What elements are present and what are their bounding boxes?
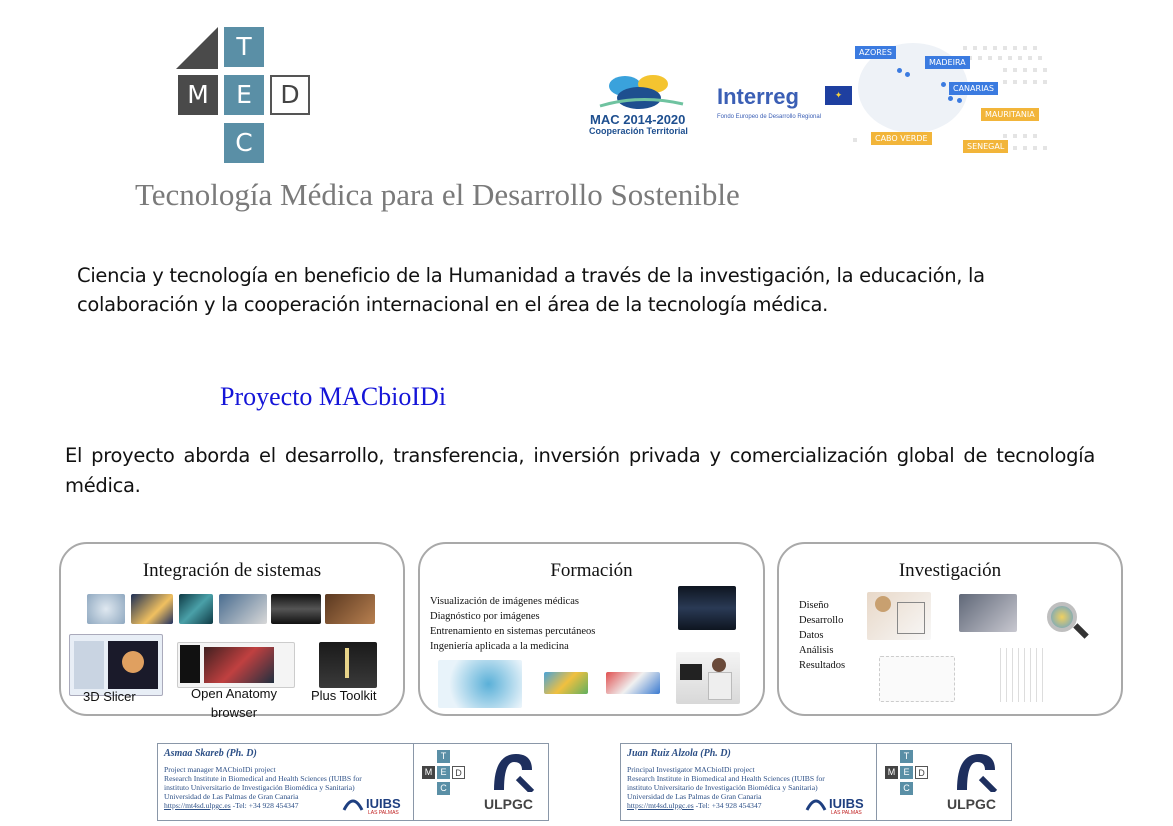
logo-triangle-shape [176,27,218,69]
training-item: Diagnóstico por imágenes [430,611,540,622]
panel-integration [59,542,405,720]
mt4sd-logo [176,27,312,167]
research-list [799,598,845,673]
flowchart-diagram [879,656,955,702]
system-thumbnail [271,594,321,624]
tool-label-3d-slicer: 3D Slicer [83,689,136,704]
tablets-icon [606,672,660,694]
training-item: Ingeniería aplicada a la medicina [430,641,569,652]
region-label-madeira: MADEIRA [925,56,970,69]
ulpgc-logo [943,750,1007,816]
card-mt4sd-logo [883,750,931,812]
system-thumbnail [131,594,173,624]
iuibs-label: IUIBS [829,796,864,811]
contact-institute: Research Institute in Biomedical and Health Sciences (IUIBS for [164,774,362,783]
iuibs-wave-icon [342,796,364,812]
partner-banner [585,38,1060,170]
madeira-dot [941,82,946,87]
researcher-photo [867,592,931,640]
logo-letter-t: T [224,27,264,67]
contact-tel: -Tel: +34 928 454347 [693,801,762,810]
contact-role: Principal Investigator MACbioIDi project [627,765,755,774]
data-table-image [995,648,1047,702]
ulpgc-logo [480,750,544,816]
research-item: Datos [799,630,824,641]
contact-link[interactable]: https://mt4sd.ulpgc.es [164,801,231,810]
tool-label-plus-toolkit: Plus Toolkit [311,688,377,703]
iuibs-label: IUIBS [366,796,401,811]
card-logo-letter: D [915,766,928,779]
ulpgc-label: ULPGC [484,796,533,812]
iuibs-wave-icon [805,796,827,812]
mission-statement: Ciencia y tecnología en beneficio de la Humanidad a través de la investigación, la educación, la colaboración y la cooperación internacional en el área de la tecnología médica. [77,264,985,316]
card-mt4sd-logo [420,750,468,812]
canarias-dot [957,98,962,103]
panel-research [777,542,1123,716]
iuibs-sublabel: LAS PALMAS [368,810,399,816]
contact-card-skareb [157,743,549,821]
system-thumbnail [325,594,375,624]
contact-tel: -Tel: +34 928 454347 [230,801,299,810]
3d-slicer-screenshot [69,634,163,696]
region-label-canarias: CANARIAS [949,82,998,95]
region-label-azores: AZORES [855,46,896,59]
contact-card-ruiz [620,743,1012,821]
logo-letter-e: E [224,75,264,115]
card-logo-letter: E [900,766,913,779]
medical-tech-illustration [438,660,522,708]
research-item: Análisis [799,645,834,656]
iuibs-sublabel: LAS PALMAS [831,810,862,816]
eu-flag-icon: ✦ [825,86,852,105]
contact-university: Universidad de Las Palmas de Gran Canaria [164,792,299,801]
canarias-dot [948,96,953,101]
project-title: Proyecto MACbioIDi [220,382,447,411]
doctor-workstation-photo [676,652,740,704]
panel-training [418,542,765,716]
plus-toolkit-screenshot [319,642,377,688]
contact-name: Asmaa Skareb (Ph. D) [164,748,257,759]
tagline: Tecnología Médica para el Desarrollo Sostenible [135,177,740,212]
training-item: Entrenamiento en sistemas percutáneos [430,626,596,637]
training-list [430,594,595,654]
card-logo-letter: T [437,750,450,763]
card-logo-letter: T [900,750,913,763]
mac-program-label: MAC 2014-2020 [590,112,686,127]
card-logo-letter: C [900,782,913,795]
research-item: Resultados [799,660,846,671]
contact-name: Juan Ruiz Alzola (Ph. D) [627,748,731,759]
contact-institute-es: instituto Universitario de Investigación Biomédica y Sanitaria) [164,783,355,792]
books-icon [544,672,588,694]
system-thumbnail [179,594,213,624]
project-description: El proyecto aborda el desarrollo, transferencia, inversión privada y comercialización global de tecnología médica. [65,444,1095,497]
magnifier-handle-icon [1073,623,1089,639]
research-item: Desarrollo [799,615,844,626]
card-logo-letter: M [885,766,898,779]
ulpgc-arc-icon [951,750,999,792]
regions-map [853,38,1058,166]
contact-institute: Research Institute in Biomedical and Health Sciences (IUIBS for [627,774,825,783]
interreg-sublabel: Fondo Europeo de Desarrollo Regional [717,114,822,120]
lab-photo [959,594,1017,632]
tool-label-open-anatomy: Open Anatomy browser [191,686,277,720]
region-label-senegal: SENEGAL [963,140,1008,153]
contact-institute-es: instituto Universitario de Investigación Biomédica y Sanitaria) [627,783,818,792]
interreg-label: Interreg [717,84,799,109]
region-label-caboverde: CABO VERDE [871,132,932,145]
classroom-photo [678,586,736,630]
mac-program-icon [595,68,685,114]
panel-training-title: Formación [550,560,633,581]
training-item: Visualización de imágenes médicas [430,596,579,607]
contact-link[interactable]: https://mt4sd.ulpgc.es [627,801,694,810]
ulpgc-arc-icon [488,750,536,792]
contact-role: Project manager MACbioIDi project [164,765,276,774]
card-logo-letter: C [437,782,450,795]
logo-letter-d: D [270,75,310,115]
system-thumbnail [219,594,267,624]
panel-research-title: Investigación [898,560,1002,581]
card-logo-letter: M [422,766,435,779]
logo-letter-m: M [178,75,218,115]
region-label-mauritania: MAURITANIA [981,108,1039,121]
research-item: Diseño [799,600,829,611]
mac-program-sublabel: Cooperación Territorial [589,126,688,136]
contact-university: Universidad de Las Palmas de Gran Canaria [627,792,762,801]
azores-dot [897,68,902,73]
system-thumbnail [87,594,125,624]
azores-dot [905,72,910,77]
open-anatomy-screenshot [177,642,295,688]
ulpgc-label: ULPGC [947,796,996,812]
card-logo-letter: D [452,766,465,779]
panel-integration-title: Integración de sistemas [142,560,322,581]
logo-letter-c: C [224,123,264,163]
card-logo-letter: E [437,766,450,779]
